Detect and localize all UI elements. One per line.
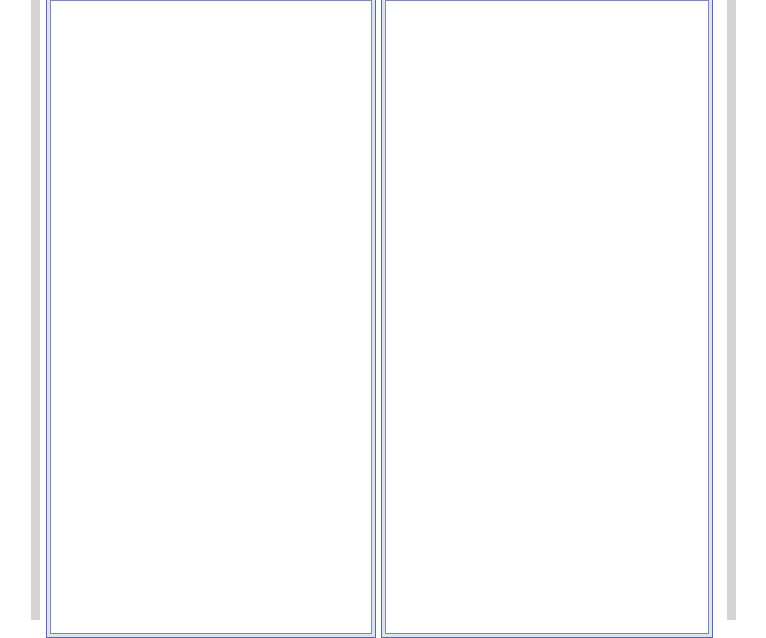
right-column-frame xyxy=(381,0,713,638)
left-decorative-border xyxy=(31,0,40,620)
left-column-frame xyxy=(46,0,376,638)
right-decorative-border xyxy=(727,0,736,620)
